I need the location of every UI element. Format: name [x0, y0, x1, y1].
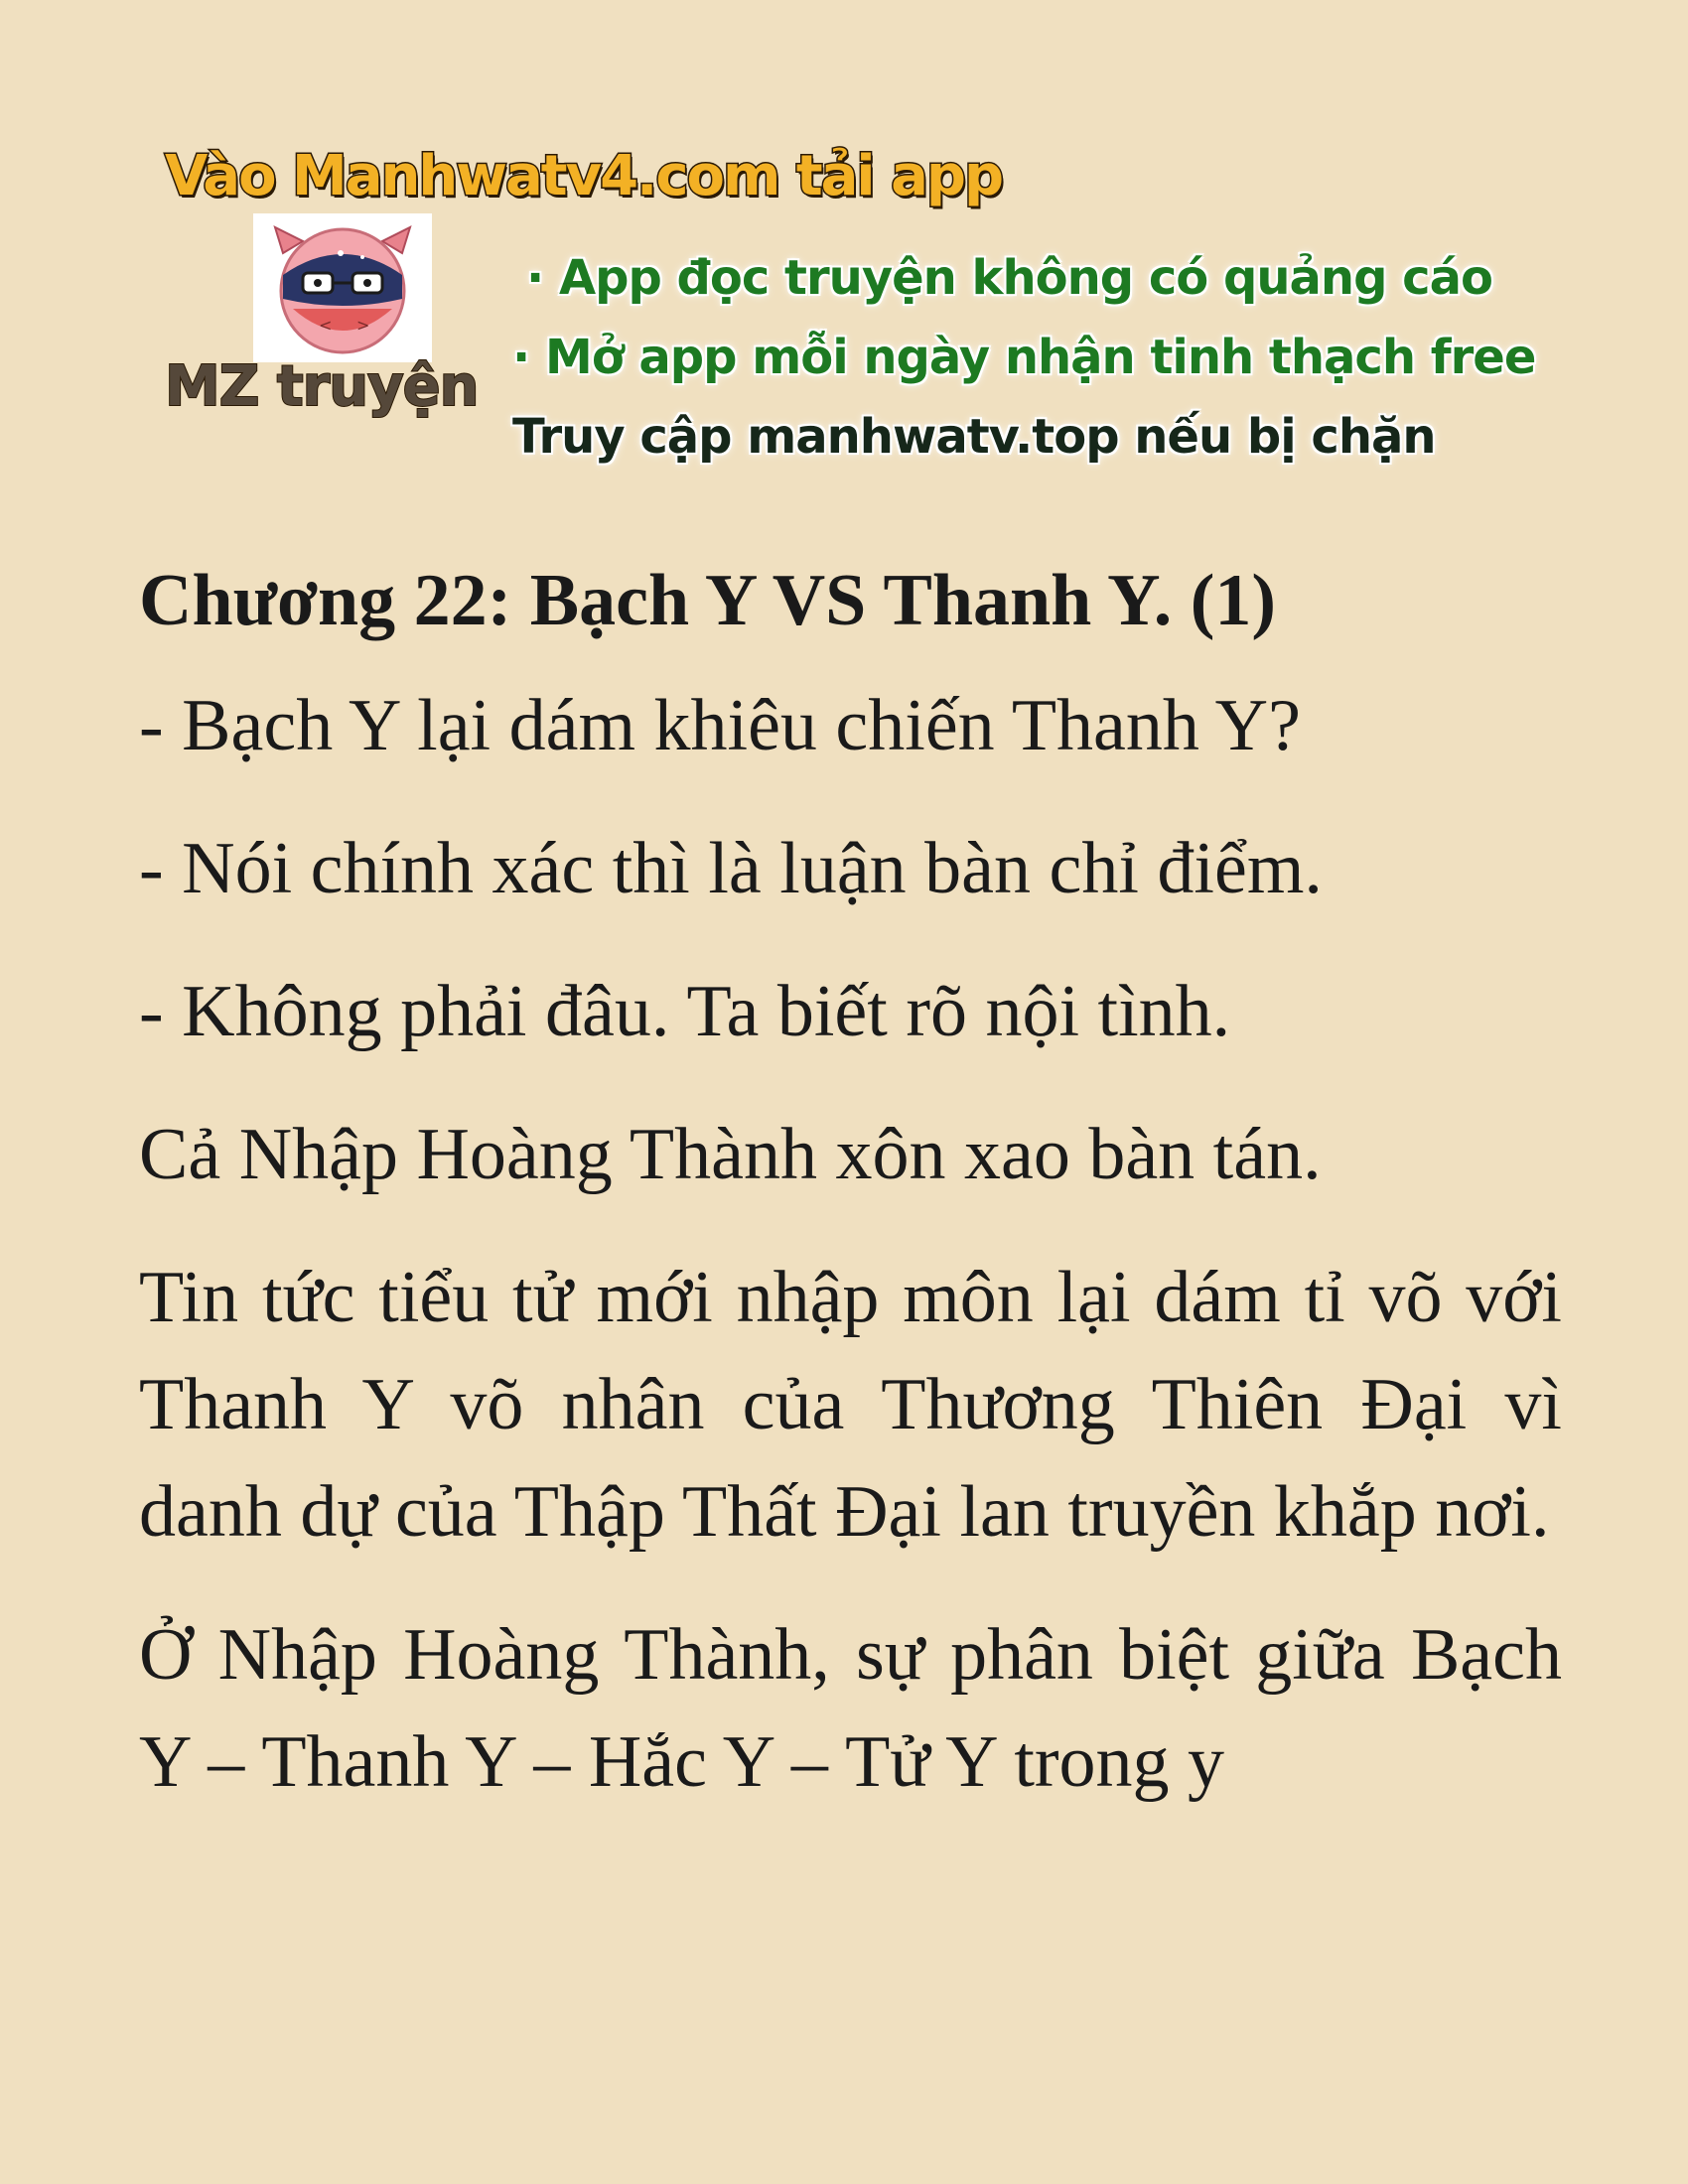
- promo-line-mirror-site[interactable]: Truy cập manhwatv.top nếu bị chặn: [512, 409, 1436, 465]
- paragraph: Ở Nhập Hoàng Thành, sự phân biệt giữa Bạch Y – Thanh Y – Hắc Y – Tử Y trong y: [139, 1614, 1562, 1803]
- chapter-title: Chương 22: Bạch Y VS Thanh Y. (1): [139, 560, 1277, 641]
- banner-headline[interactable]: Vào Manhwatv4.com tải app: [165, 144, 1003, 208]
- pig-mascot-icon: [253, 213, 432, 362]
- paragraph: - Nói chính xác thì là luận bàn chỉ điểm.: [139, 828, 1323, 909]
- svg-text:>: >: [356, 316, 370, 335]
- paragraph: - Bạch Y lại dám khiêu chiến Thanh Y?: [139, 685, 1301, 766]
- paragraph: Tin tức tiểu tử mới nhập môn lại dám tỉ võ với Thanh Y võ nhân của Thương Thiên Đại vì danh dự của Thập Thất Đại lan truyền khắp nơi.: [139, 1257, 1562, 1553]
- paragraph: - Không phải đâu. Ta biết rõ nội tình.: [139, 971, 1231, 1052]
- promo-lines: [512, 238, 1536, 477]
- promo-line-daily-reward: · Mở app mỗi ngày nhận tinh thạch free: [512, 330, 1536, 385]
- promo-banner: [159, 144, 1569, 472]
- promo-line-no-ads: · App đọc truyện không có quảng cáo: [526, 250, 1492, 306]
- app-logo[interactable]: [253, 213, 432, 362]
- paragraph: Cả Nhập Hoàng Thành xôn xao bàn tán.: [139, 1114, 1322, 1195]
- chapter-content: [139, 551, 1562, 1851]
- svg-text:<: <: [319, 316, 333, 335]
- logo-brand-name: MZ truyện: [165, 354, 479, 419]
